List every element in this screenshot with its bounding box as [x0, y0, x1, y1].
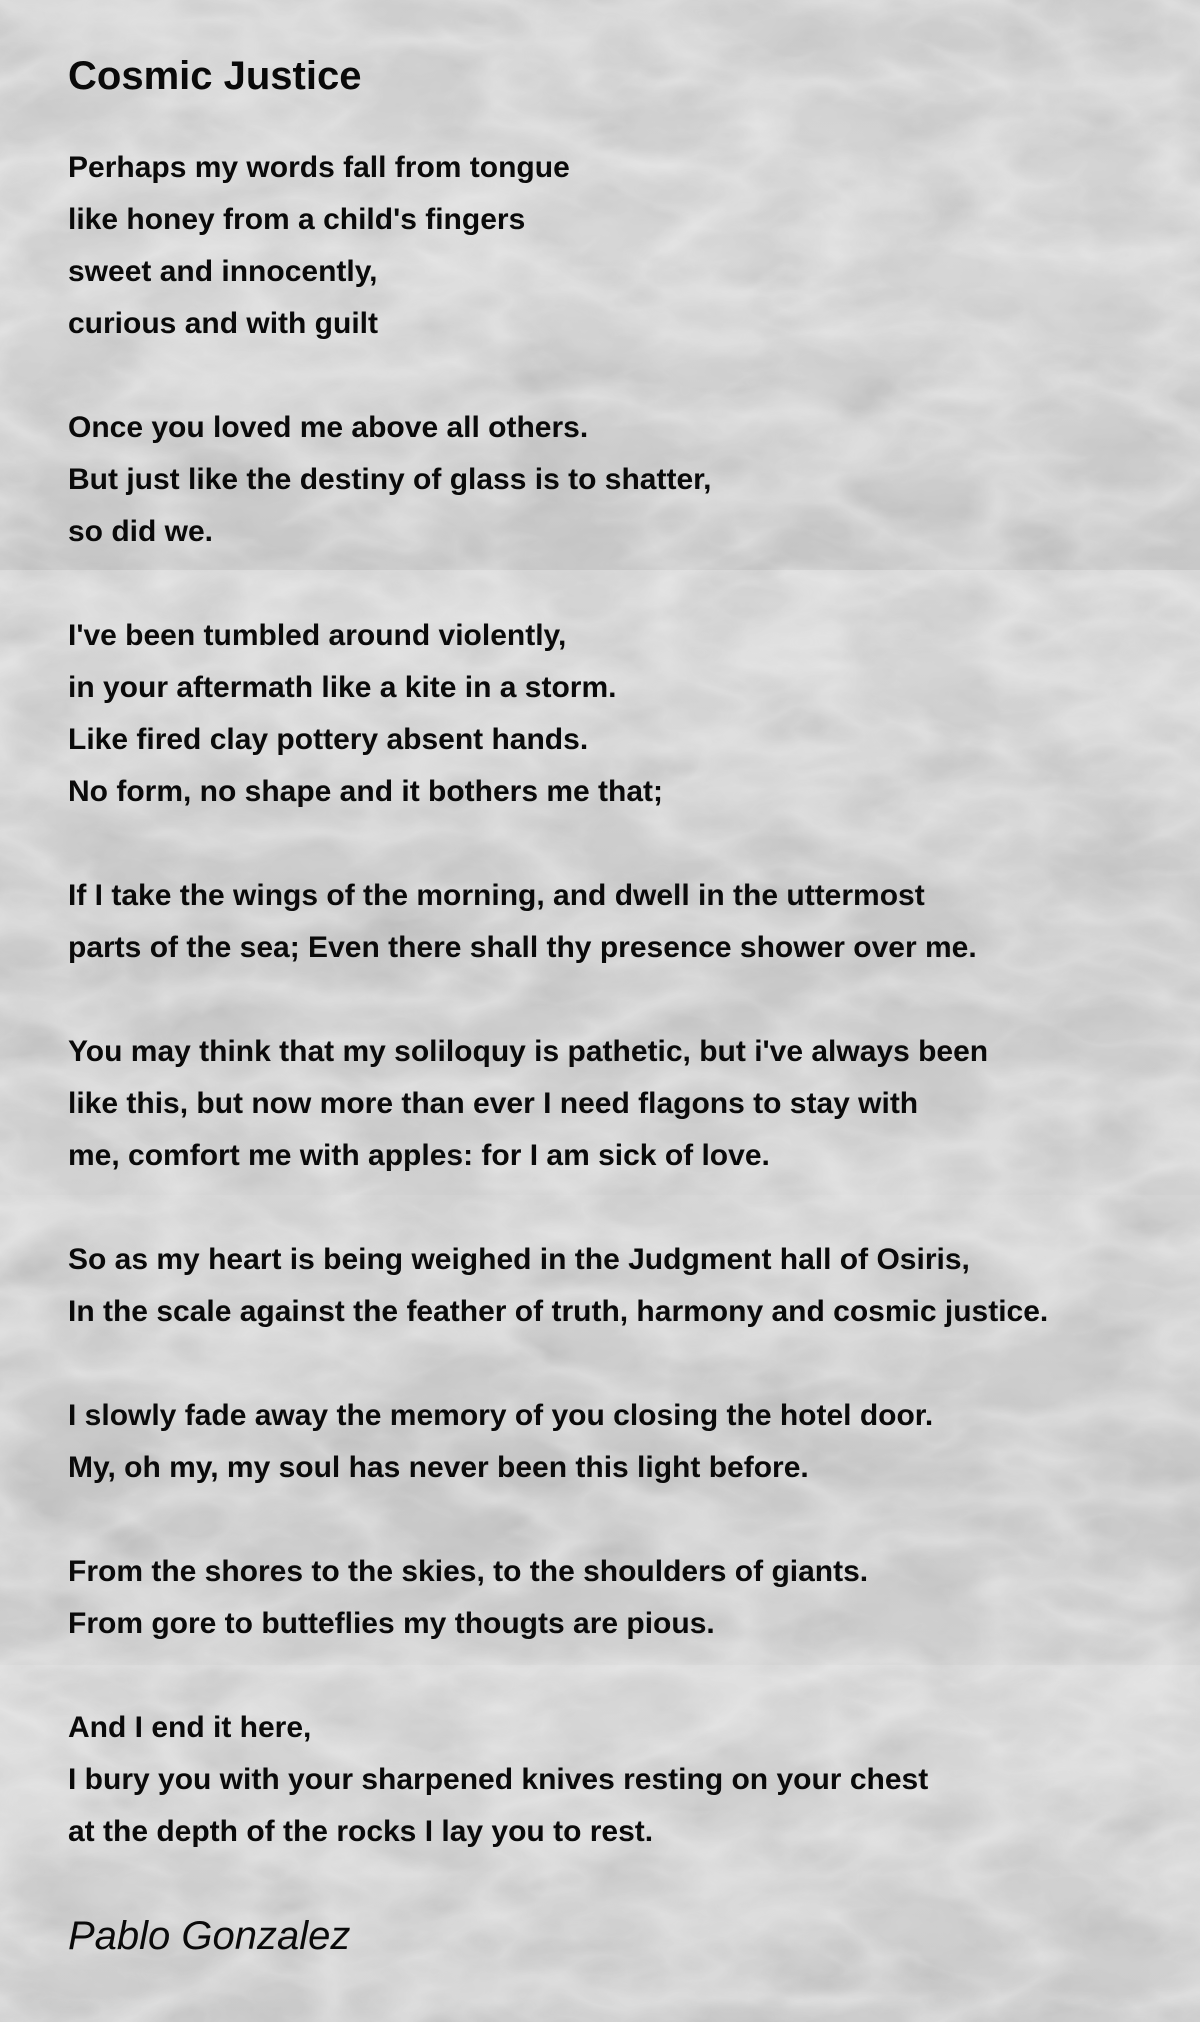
poem-line: From gore to butteflies my thougts are pious. [68, 1607, 715, 1640]
poem-line: You may think that my soliloquy is pathetic, but i've always been [68, 1035, 989, 1068]
poem-line: in your aftermath like a kite in a storm. [68, 671, 617, 704]
poem-stanza [68, 142, 1158, 350]
poem-line: If I take the wings of the morning, and dwell in the uttermost [68, 879, 925, 912]
poem-line: So as my heart is being weighed in the Judgment hall of Osiris, [68, 1243, 970, 1276]
poem-line: me, comfort me with apples: for I am sick of love. [68, 1139, 770, 1172]
poem-stanza [68, 1026, 1158, 1182]
poem-stanza [68, 610, 1158, 818]
poem-line: From the shores to the skies, to the shoulders of giants. [68, 1555, 869, 1588]
poem-line: sweet and innocently, [68, 255, 378, 288]
poem-line: so did we. [68, 515, 214, 548]
poem-line: parts of the sea; Even there shall thy presence shower over me. [68, 931, 977, 964]
poem-stanza [68, 1390, 1158, 1494]
poem-stanza [68, 870, 1158, 974]
poem-line: like honey from a child's fingers [68, 203, 526, 236]
poem-line: Perhaps my words fall from tongue [68, 151, 570, 184]
poem-line: And I end it here, [68, 1711, 312, 1744]
poem-stanza [68, 1234, 1158, 1338]
poem-line: I bury you with your sharpened knives resting on your chest [68, 1763, 929, 1796]
poem-line: My, oh my, my soul has never been this light before. [68, 1451, 809, 1484]
author-signature: Pablo Gonzalez [68, 1914, 351, 1958]
poem-line: Once you loved me above all others. [68, 411, 589, 444]
poem-line: I've been tumbled around violently, [68, 619, 567, 652]
poem-line: Like fired clay pottery absent hands. [68, 723, 589, 756]
poem-line: But just like the destiny of glass is to shatter, [68, 463, 712, 496]
poem-line: I slowly fade away the memory of you closing the hotel door. [68, 1399, 934, 1432]
poem-body [68, 142, 1158, 1858]
poem-line: at the depth of the rocks I lay you to rest. [68, 1815, 654, 1848]
poem-line: curious and with guilt [68, 307, 378, 340]
poem-stanza [68, 1546, 1158, 1650]
poem-line: In the scale against the feather of truth, harmony and cosmic justice. [68, 1295, 1049, 1328]
poem-stanza [68, 402, 1158, 558]
poem-line: No form, no shape and it bothers me that; [68, 775, 664, 808]
poem-line: like this, but now more than ever I need flagons to stay with [68, 1087, 919, 1120]
poem [68, 50, 1158, 1962]
poem-stanza [68, 1702, 1158, 1858]
poem-title: Cosmic Justice [68, 54, 362, 98]
